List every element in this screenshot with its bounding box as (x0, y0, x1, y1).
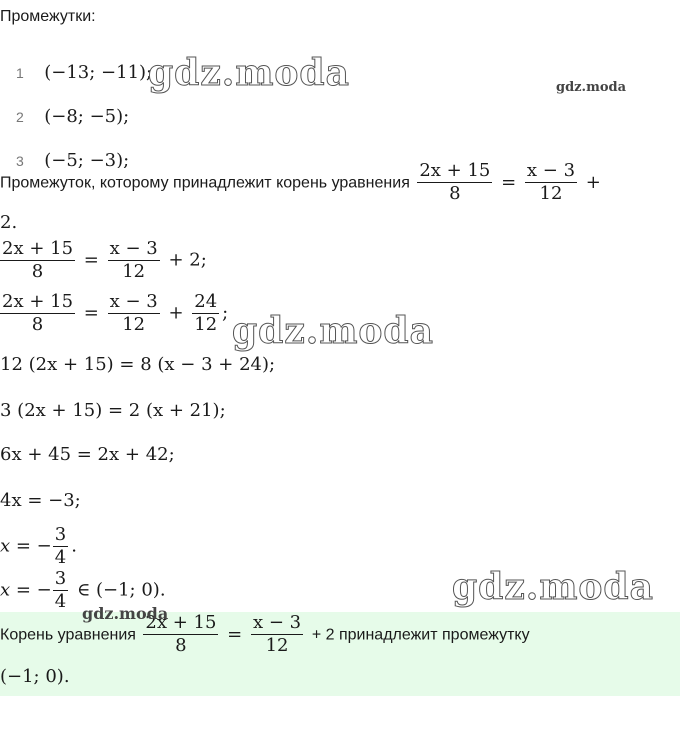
watermark-logo: gdz.moda (148, 52, 350, 94)
fraction: $\frac{3}{4}$ (54, 524, 67, 568)
solution-step-5: 6x + 45 = 2x + 42; (0, 444, 175, 465)
watermark-logo: gdz.moda (232, 310, 434, 352)
solution-step-3: 12 (2x + 15) = 8 (x − 3 + 24); (0, 354, 276, 375)
answer-box (0, 612, 680, 696)
list-item-number: 1 (16, 65, 24, 81)
list-item-number: 3 (16, 153, 24, 168)
question-tail: 2. (0, 212, 18, 233)
question-line: Промежуток, которому принадлежит корень уравнения $\frac{2x + 15}{8}$ = $\frac{x - 3}{12}$ + (0, 160, 601, 204)
fraction: $\frac{x - 3}{12}$ (252, 612, 302, 656)
list-item-text: (−13; −11); (44, 62, 153, 83)
list-item (16, 106, 129, 127)
fraction: $\frac{x - 3}{12}$ (526, 160, 576, 204)
solution-step-6: 4x = −3; (0, 490, 81, 511)
watermark-logo: gdz.moda (82, 604, 169, 623)
solution-step-4: 3 (2x + 15) = 2 (x + 21); (0, 400, 226, 421)
fraction: $\frac{2x + 15}{8}$ (2, 238, 74, 282)
watermark-logo: gdz.moda (452, 566, 654, 608)
fraction: $\frac{2x + 15}{8}$ (419, 160, 491, 204)
solution-step-1: $\frac{2x + 15}{8}$ = $\frac{x - 3}{12}$ + 2; (2, 238, 207, 282)
list-item (16, 62, 152, 83)
fraction: $\frac{2x + 15}{8}$ (2, 291, 74, 335)
fraction: $\frac{x - 3}{12}$ (109, 238, 158, 282)
solution-step-2: $\frac{2x + 15}{8}$ = $\frac{x - 3}{12}$ + $\frac{24}{12}$ ; (2, 291, 229, 335)
list-item-number: 2 (16, 109, 24, 125)
question-text: Промежуток, которому принадлежит корень уравнения (0, 174, 410, 192)
list-item-text: (−5; −3); (44, 150, 130, 168)
list-item-text: (−8; −5); (44, 106, 130, 127)
fraction: $\frac{x - 3}{12}$ (109, 291, 158, 335)
answer-interval: (−1; 0). (0, 666, 70, 687)
solution-step-8: x = − $\frac{3}{4}$ ∈ (−1; 0). (0, 568, 166, 612)
fraction: $\frac{2x + 15}{8}$ (145, 612, 217, 656)
solution-step-7: x = − $\frac{3}{4}$ . (0, 524, 77, 568)
fraction: $\frac{3}{4}$ (54, 568, 67, 612)
watermark-logo: gdz.moda (556, 80, 627, 95)
answer-line: Корень уравнения $\frac{2x + 15}{8}$ = $\frac{x - 3}{12}$ + 2 принадлежит промежутку (0, 612, 530, 656)
page-heading: Промежутки: (0, 8, 96, 25)
fraction: $\frac{24}{12}$ (194, 291, 218, 335)
